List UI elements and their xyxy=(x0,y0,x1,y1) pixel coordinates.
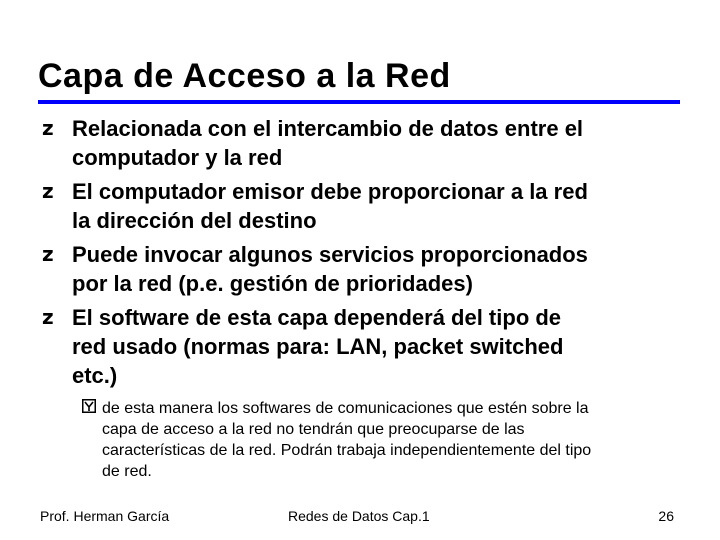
title-underline xyxy=(38,100,680,104)
bullet-text-line: Puede invocar algunos servicios proporcionados xyxy=(72,242,588,267)
bullet-item xyxy=(40,303,680,390)
bullet-marker-icon: z xyxy=(42,179,54,203)
bullet-text-line: El computador emisor debe proporcionar a la red xyxy=(72,179,588,204)
sub-bullet xyxy=(82,398,692,482)
bullet-marker-icon: z xyxy=(42,305,54,329)
page-number: 26 xyxy=(658,508,674,524)
bullet-text-line: El software de esta capa dependerá del tipo de xyxy=(72,305,562,330)
sub-bullet-line: de red. xyxy=(102,463,152,480)
bullet-text-line: la dirección del destino xyxy=(72,208,317,233)
bullet-list xyxy=(40,114,680,395)
bullet-item xyxy=(40,240,680,298)
sub-bullet-line: de esta manera los softwares de comunicaciones que estén sobre la xyxy=(102,400,589,417)
sub-bullet-line: características de la red. Podrán trabaja independientemente del tipo xyxy=(102,442,592,459)
sub-bullet-line: capa de acceso a la red no tendrán que preocuparse de las xyxy=(102,421,525,438)
checkbox-icon xyxy=(82,399,96,413)
bullet-item xyxy=(40,114,680,172)
bullet-text-line: Relacionada con el intercambio de datos entre el xyxy=(72,116,584,141)
bullet-marker-icon: z xyxy=(42,116,54,140)
bullet-text-line: computador y la red xyxy=(72,145,283,170)
bullet-text-line: etc.) xyxy=(72,363,118,388)
bullet-item xyxy=(40,177,680,235)
bullet-text-line: red usado (normas para: LAN, packet switched xyxy=(72,334,564,359)
bullet-marker-icon: z xyxy=(42,242,54,266)
bullet-text-line: por la red (p.e. gestión de prioridades) xyxy=(72,271,473,296)
footer-author: Prof. Herman García xyxy=(40,508,170,524)
footer-course: Redes de Datos Cap.1 xyxy=(288,508,430,524)
slide-title: Capa de Acceso a la Red xyxy=(38,57,451,95)
